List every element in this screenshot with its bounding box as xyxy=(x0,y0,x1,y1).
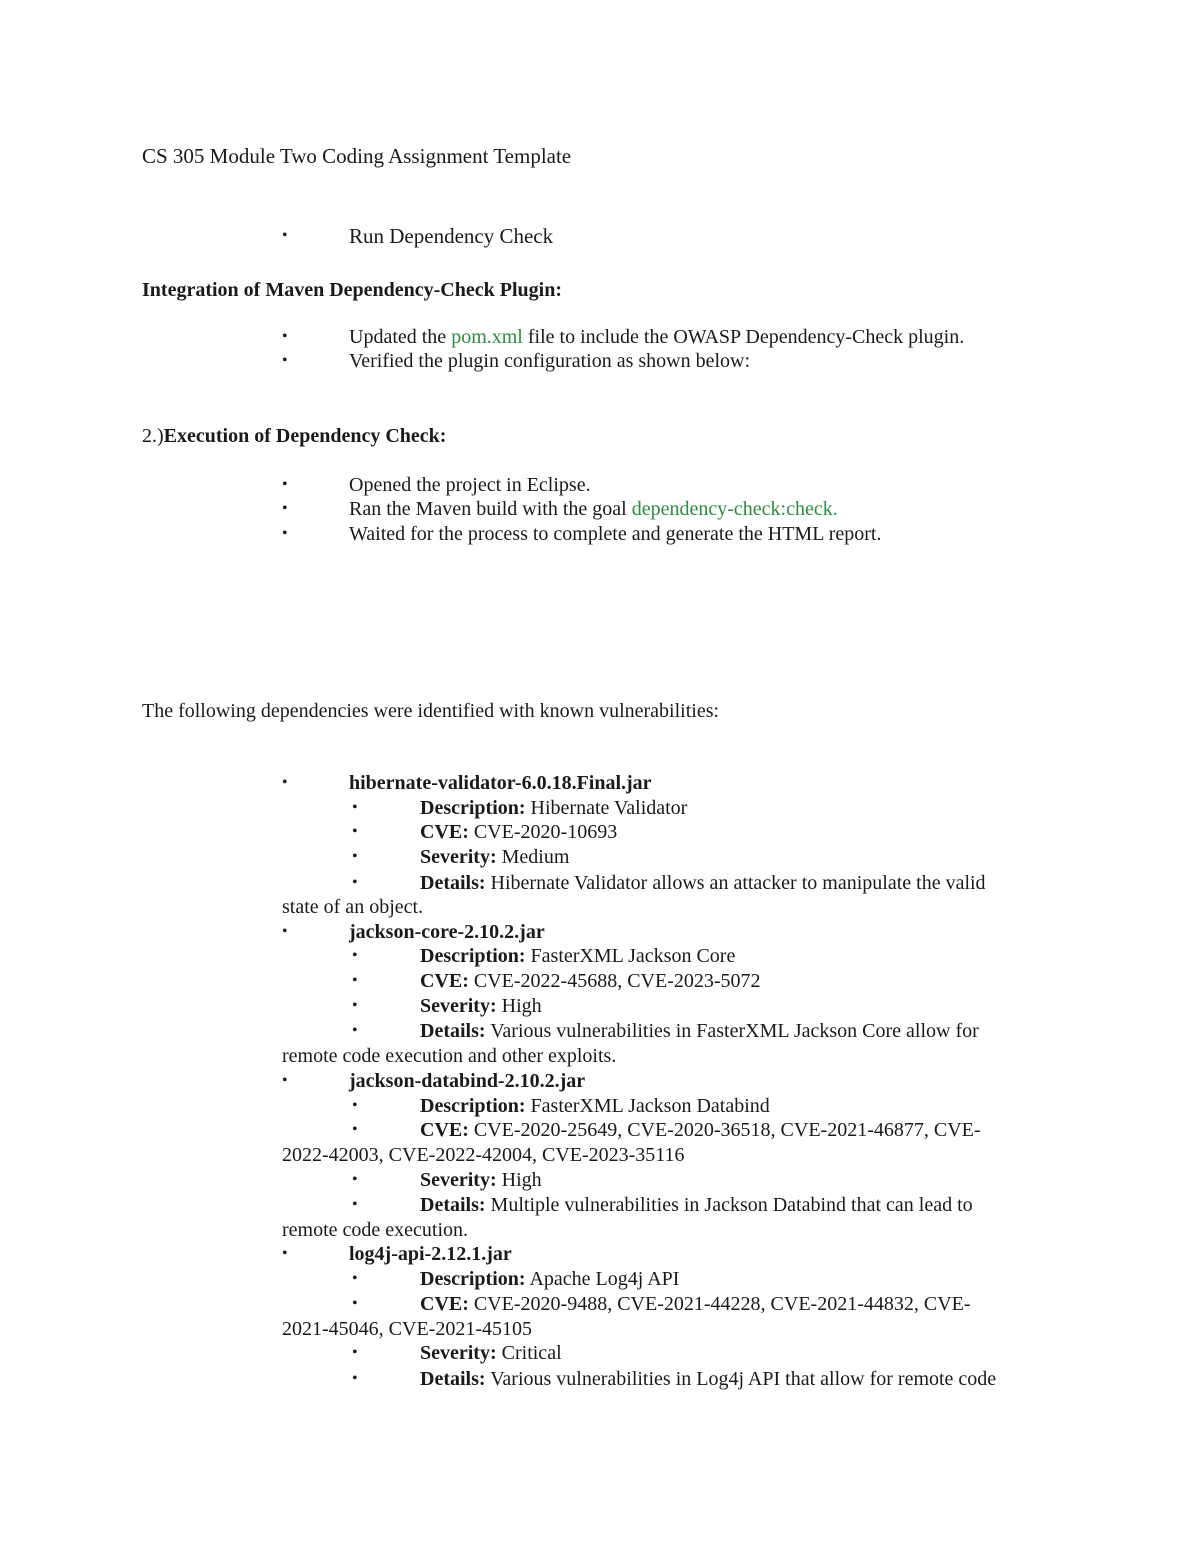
maven-goal-link[interactable]: dependency-check:check. xyxy=(631,498,838,520)
intro-text: The following dependencies were identified with known vulnerabilities: xyxy=(142,700,720,722)
sub-bullet-icon: • xyxy=(352,1370,358,1387)
dep-severity xyxy=(420,1168,542,1192)
item-text: Ran the Maven build with the goal xyxy=(349,498,632,520)
sub-bullet-icon: • xyxy=(352,1295,358,1312)
dependency-name: log4j-api-2.12.1.jar xyxy=(349,1243,512,1265)
value: Critical xyxy=(501,1342,562,1364)
value: CVE-2020-25649, CVE-2020-36518, CVE-2021-46877, CVE- xyxy=(473,1119,981,1141)
bullet-icon: • xyxy=(282,774,288,791)
label: CVE: xyxy=(420,1119,469,1141)
dependency-name: hibernate-validator-6.0.18.Final.jar xyxy=(349,772,652,794)
bullet-icon: • xyxy=(282,352,288,369)
dep-cve xyxy=(420,1118,981,1142)
bullet-icon: • xyxy=(282,1072,288,1089)
execution-item-3: Waited for the process to complete and generate the HTML report. xyxy=(349,523,882,545)
execution-item-2 xyxy=(349,497,838,521)
value: Various vulnerabilities in Log4j API that allow for remote code xyxy=(490,1368,997,1390)
sub-bullet-icon: • xyxy=(352,997,358,1014)
dep-details xyxy=(420,1193,973,1217)
label: Severity: xyxy=(420,1342,497,1364)
label: CVE: xyxy=(420,970,469,992)
dep-details-cont: state of an object. xyxy=(282,896,424,918)
dep-cve-cont: 2021-45046, CVE-2021-45105 xyxy=(282,1318,532,1340)
dependency-name: jackson-databind-2.10.2.jar xyxy=(349,1070,586,1092)
dep-description xyxy=(420,1094,770,1118)
value: Hibernate Validator xyxy=(530,797,688,819)
bullet-icon: • xyxy=(282,227,288,244)
label: CVE: xyxy=(420,821,469,843)
sub-bullet-icon: • xyxy=(352,1097,358,1114)
integration-item-2: Verified the plugin configuration as shown below: xyxy=(349,350,751,372)
label: Severity: xyxy=(420,995,497,1017)
section-number: 2.) xyxy=(142,425,164,447)
integration-item-1 xyxy=(349,325,964,349)
label: Severity: xyxy=(420,846,497,868)
dep-cve xyxy=(420,820,617,844)
integration-heading: Integration of Maven Dependency-Check Plugin: xyxy=(142,279,562,301)
label: Severity: xyxy=(420,1169,497,1191)
sub-bullet-icon: • xyxy=(352,799,358,816)
value: Medium xyxy=(501,846,570,868)
label: Details: xyxy=(420,1368,486,1390)
sub-bullet-icon: • xyxy=(352,1121,358,1138)
dep-details-cont: remote code execution. xyxy=(282,1219,469,1241)
label: Details: xyxy=(420,1194,486,1216)
item-text: Updated the xyxy=(349,326,452,348)
execution-item-1: Opened the project in Eclipse. xyxy=(349,474,591,496)
pom-xml-link[interactable]: pom.xml xyxy=(451,326,523,348)
label: CVE: xyxy=(420,1293,469,1315)
dep-description xyxy=(420,944,735,968)
value: High xyxy=(501,995,542,1017)
label: Details: xyxy=(420,872,486,894)
bullet-icon: • xyxy=(282,328,288,345)
dep-details xyxy=(420,1367,996,1391)
sub-bullet-icon: • xyxy=(352,1171,358,1188)
dep-details xyxy=(420,1019,979,1043)
sub-bullet-icon: • xyxy=(352,848,358,865)
value: CVE-2022-45688, CVE-2023-5072 xyxy=(473,970,761,992)
page-title: CS 305 Module Two Coding Assignment Template xyxy=(142,144,572,168)
label: Description: xyxy=(420,797,526,819)
dep-cve-cont: 2022-42003, CVE-2022-42004, CVE-2023-35116 xyxy=(282,1144,685,1166)
value: CVE-2020-9488, CVE-2021-44228, CVE-2021-44832, CVE- xyxy=(473,1293,971,1315)
label: Description: xyxy=(420,1268,526,1290)
bullet-icon: • xyxy=(282,476,288,493)
dep-description xyxy=(420,796,687,820)
bullet-icon: • xyxy=(282,525,288,542)
value: Multiple vulnerabilities in Jackson Databind that can lead to xyxy=(490,1194,973,1216)
sub-bullet-icon: • xyxy=(352,1022,358,1039)
execution-heading xyxy=(142,424,446,448)
heading-text: Execution of Dependency Check: xyxy=(163,425,447,447)
value: FasterXML Jackson Databind xyxy=(530,1095,770,1117)
label: Details: xyxy=(420,1020,486,1042)
bullet-icon: • xyxy=(282,923,288,940)
label: Description: xyxy=(420,945,526,967)
dep-details-cont: remote code execution and other exploits. xyxy=(282,1045,617,1067)
value: FasterXML Jackson Core xyxy=(530,945,736,967)
dep-cve xyxy=(420,1292,971,1316)
bullet-icon: • xyxy=(282,1245,288,1262)
run-check-item: Run Dependency Check xyxy=(349,224,554,248)
item-text: file to include the OWASP Dependency-Check plugin. xyxy=(522,326,965,348)
value: CVE-2020-10693 xyxy=(473,821,618,843)
value: Various vulnerabilities in FasterXML Jackson Core allow for xyxy=(490,1020,979,1042)
sub-bullet-icon: • xyxy=(352,972,358,989)
dependency-name: jackson-core-2.10.2.jar xyxy=(349,921,545,943)
value: High xyxy=(501,1169,542,1191)
dep-cve xyxy=(420,969,761,993)
sub-bullet-icon: • xyxy=(352,823,358,840)
dep-details xyxy=(420,871,986,895)
dep-description xyxy=(420,1267,679,1291)
value: Apache Log4j API xyxy=(529,1268,680,1290)
sub-bullet-icon: • xyxy=(352,874,358,891)
dep-severity xyxy=(420,1341,562,1365)
value: Hibernate Validator allows an attacker to manipulate the valid xyxy=(490,872,986,894)
sub-bullet-icon: • xyxy=(352,947,358,964)
label: Description: xyxy=(420,1095,526,1117)
sub-bullet-icon: • xyxy=(352,1270,358,1287)
dep-severity xyxy=(420,994,542,1018)
sub-bullet-icon: • xyxy=(352,1196,358,1213)
sub-bullet-icon: • xyxy=(352,1344,358,1361)
dep-severity xyxy=(420,845,569,869)
bullet-icon: • xyxy=(282,500,288,517)
